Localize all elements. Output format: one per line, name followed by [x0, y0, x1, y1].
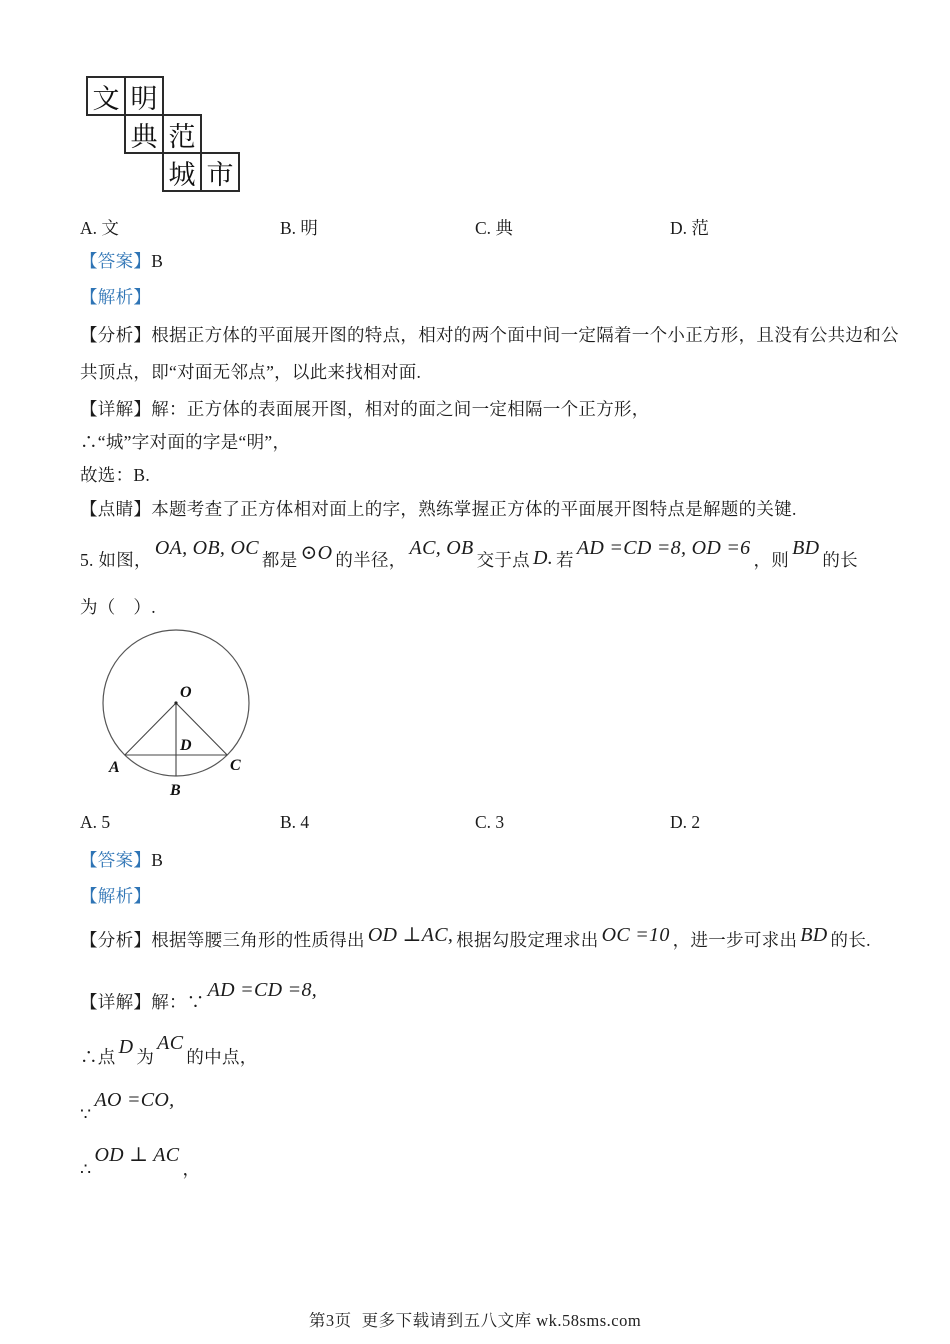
q5-stem-text: 若	[556, 550, 574, 570]
q5-formula-od-perp-ac: OD ⊥AC,	[367, 924, 454, 946]
footer-promo-text: 更多下载请到五八文库 wk.58sms.com	[361, 1311, 642, 1330]
q5-formula-ao-co: AO =CO,	[94, 1089, 175, 1111]
q4-option-a: A. 文	[80, 218, 119, 238]
q4-answer-line	[80, 249, 163, 273]
point-o-dot	[174, 701, 177, 704]
label-o: O	[180, 684, 192, 701]
q5-fenxi-text: 【分析】根据等腰三角形的性质得出	[80, 930, 365, 950]
q5-option-c: C. 3	[475, 812, 505, 832]
answer-tag: 【答案】	[80, 251, 152, 271]
jiexi-tag: 【解析】	[80, 886, 152, 906]
q4-jiexi-line	[80, 285, 151, 309]
q5-formula-od-perp-ac-2: OD ⊥ AC	[94, 1144, 180, 1166]
net-cell: 文	[86, 76, 126, 116]
q5-formula-bd: BD	[792, 537, 820, 559]
circle-figure	[95, 625, 265, 812]
q5-step-text: 为	[136, 1047, 155, 1067]
jiexi-tag: 【解析】	[80, 287, 152, 307]
q5-formula-circle-o: ⊙O	[300, 542, 333, 564]
q5-option-b: B. 4	[280, 812, 310, 832]
q5-step1-line	[80, 1032, 258, 1069]
q4-xiangjie-line: 【详解】解：正方体的表面展开图，相对的面之间一定相隔一个正方形，	[80, 399, 650, 419]
circle-diagram-svg	[95, 625, 265, 807]
q5-stem-text: 都是	[261, 550, 298, 570]
cube-net-diagram	[86, 76, 240, 192]
q5-formula-radii: OA, OB, OC	[154, 537, 259, 559]
q5-fenxi-text: ，进一步可求出	[672, 930, 798, 950]
net-cell: 城	[162, 152, 202, 192]
q5-step-text: ，	[182, 1159, 201, 1179]
q5-answer-value: B	[151, 850, 164, 870]
cube-net-row	[162, 152, 240, 192]
q5-step-text: ∴点	[80, 1047, 116, 1067]
q5-formula-ad-cd-8: AD =CD =8,	[207, 979, 318, 1001]
q5-formula-ac-ob: AC, OB	[409, 537, 474, 559]
q4-option-b: B. 明	[280, 218, 318, 238]
q5-option-d: D. 2	[670, 812, 701, 832]
net-cell: 市	[200, 152, 240, 192]
label-b: B	[170, 782, 181, 799]
answer-tag: 【答案】	[80, 850, 152, 870]
q4-options-row	[80, 215, 910, 241]
label-c: C	[230, 757, 241, 774]
q5-stem-text: 5. 如图，	[80, 550, 152, 570]
q5-answer-line	[80, 848, 163, 872]
cube-net-row	[86, 76, 240, 116]
cube-net-row	[124, 114, 240, 154]
q5-fenxi-text: 根据勾股定理求出	[456, 930, 599, 950]
net-cell: 范	[162, 114, 202, 154]
q5-options-row	[80, 812, 910, 838]
q5-formula-ac: AC	[157, 1032, 184, 1054]
q5-xiangjie-text: 【详解】解：∵	[80, 992, 205, 1012]
q5-fenxi-line	[80, 924, 871, 952]
q5-formula-point-d: D.	[532, 547, 554, 569]
q5-step-text: 的中点，	[186, 1047, 258, 1067]
q4-conclusion-line: ∴“城”字对面的字是“明”，	[80, 432, 291, 452]
q5-formula-ad-cd-od: AD =CD =8, OD =6	[576, 537, 751, 559]
q5-option-a: A. 5	[80, 812, 111, 832]
q4-option-c: C. 典	[475, 218, 513, 238]
page-footer	[0, 1307, 950, 1331]
q5-stem-text: 的半径，	[335, 550, 407, 570]
q5-stem-text: ，则	[753, 550, 790, 570]
q5-step2-line	[80, 1089, 177, 1126]
q5-stem-text: 的长	[822, 550, 858, 570]
page-number: 第3页	[308, 1311, 352, 1330]
q5-formula-d: D	[118, 1036, 134, 1058]
q5-formula-oc-10: OC =10	[601, 924, 670, 946]
q4-answer-value: B	[151, 251, 164, 271]
q5-step-text: ∵	[80, 1104, 92, 1124]
segment-oa	[125, 703, 176, 755]
q5-fenxi-text: 的长.	[830, 930, 871, 950]
q5-stem-line2: 为（ ）.	[80, 597, 156, 617]
q4-fenxi-line2: 共顶点，即“对面无邻点”，以此来找相对面.	[80, 362, 422, 382]
label-a: A	[109, 759, 120, 776]
q5-jiexi-line	[80, 884, 151, 908]
q4-choice-line: 故选：B.	[80, 465, 151, 485]
q5-formula-bd: BD	[800, 924, 828, 946]
q4-dianjing-line: 【点睛】本题考查了正方体相对面上的字，熟练掌握正方体的平面展开图特点是解题的关键.	[80, 499, 797, 519]
q4-fenxi-line1: 【分析】根据正方体的平面展开图的特点，相对的两个面中间一定隔着一个小正方形，且没有公共边和公	[80, 325, 899, 345]
net-cell: 明	[124, 76, 164, 116]
q5-stem-text: 交于点	[476, 550, 530, 570]
label-d: D	[180, 737, 192, 754]
q4-option-d: D. 范	[670, 218, 709, 238]
q5-step3-line	[80, 1144, 201, 1181]
q5-step-text: ∴	[80, 1159, 92, 1179]
q5-stem-line1	[80, 537, 858, 572]
q5-xiangjie-line	[80, 979, 320, 1014]
net-cell: 典	[124, 114, 164, 154]
